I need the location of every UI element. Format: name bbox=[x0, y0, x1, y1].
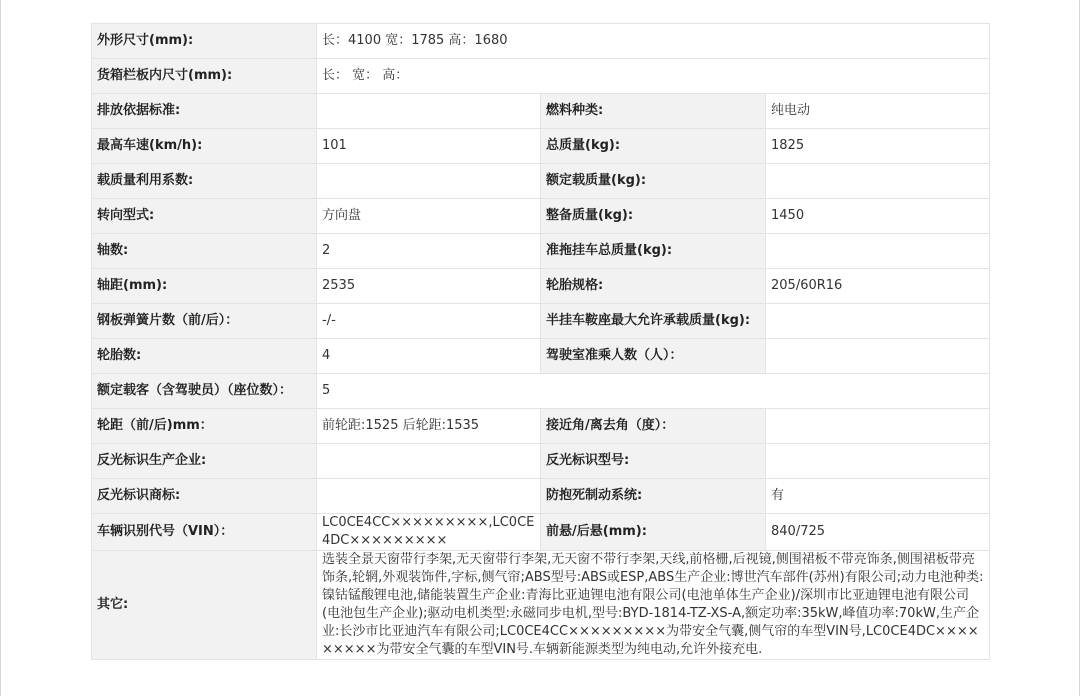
table-row bbox=[92, 514, 990, 551]
table-row bbox=[92, 234, 990, 269]
spec-label: 车辆识别代号（VIN）： bbox=[92, 514, 317, 551]
spec-value bbox=[766, 339, 990, 374]
table-row bbox=[92, 164, 990, 199]
spec-value bbox=[766, 234, 990, 269]
spec-value bbox=[766, 444, 990, 479]
spec-label: 轮胎规格: bbox=[541, 269, 766, 304]
spec-label: 排放依据标准: bbox=[92, 94, 317, 129]
spec-label: 驾驶室准乘人数（人）： bbox=[541, 339, 766, 374]
spec-label: 额定载质量(kg): bbox=[541, 164, 766, 199]
table-row bbox=[92, 304, 990, 339]
spec-value bbox=[766, 304, 990, 339]
spec-value: 长：4100 宽：1785 高：1680 bbox=[317, 24, 990, 59]
table-row bbox=[92, 24, 990, 59]
spec-label: 防抱死制动系统: bbox=[541, 479, 766, 514]
spec-value bbox=[317, 444, 541, 479]
spec-value: 840/725 bbox=[766, 514, 990, 551]
table-row bbox=[92, 94, 990, 129]
spec-value: 1450 bbox=[766, 199, 990, 234]
spec-value bbox=[317, 94, 541, 129]
spec-value bbox=[766, 409, 990, 444]
spec-value bbox=[766, 164, 990, 199]
spec-label: 轴数: bbox=[92, 234, 317, 269]
spec-label: 反光标识型号: bbox=[541, 444, 766, 479]
spec-label: 前悬/后悬(mm): bbox=[541, 514, 766, 551]
spec-label: 总质量(kg): bbox=[541, 129, 766, 164]
table-row bbox=[92, 339, 990, 374]
spec-label: 载质量利用系数: bbox=[92, 164, 317, 199]
spec-value bbox=[317, 479, 541, 514]
spec-label: 接近角/离去角（度）： bbox=[541, 409, 766, 444]
spec-value: 长： 宽： 高： bbox=[317, 59, 990, 94]
spec-value: LC0CE4CC×××××××××,LC0CE4DC××××××××× bbox=[317, 514, 541, 551]
spec-label: 轴距(mm): bbox=[92, 269, 317, 304]
spec-value: 选装全景天窗带行李架,无天窗带行李架,无天窗不带行李架,天线,前格栅,后视镜,侧围裙板不带亮饰条,侧围裙板带亮饰条,轮辋,外观装饰件,字标,侧气帘;ABS型号:ABS或ESP,ABS生产企业:博世汽车部件(苏州)有限公司;动力电池种类:镍钴锰酸锂电池,储能装置生产企业:青海比亚迪锂电池有限公司(电池单体生产企业)/深圳市比亚迪锂电池有限公司(电池包生产企业);驱动电机类型:永磁同步电机,型号:BYD-1814-TZ-XS-A,额定功率:35kW,峰值功率:70kW,生产企业:长沙市比亚迪汽车有限公司;LC0CE4CC×××××××××为带安全气囊,侧气帘的车型VIN号,LC0CE4DC×××××××××为带安全气囊的车型VIN号.车辆新能源类型为纯电动,允许外接充电. bbox=[317, 551, 990, 660]
spec-value: 4 bbox=[317, 339, 541, 374]
table-row bbox=[92, 129, 990, 164]
spec-label: 外形尺寸(mm): bbox=[92, 24, 317, 59]
table-row bbox=[92, 409, 990, 444]
spec-value bbox=[317, 164, 541, 199]
spec-label: 额定载客（含驾驶员）（座位数）： bbox=[92, 374, 317, 409]
spec-label: 反光标识商标: bbox=[92, 479, 317, 514]
spec-label: 燃料种类: bbox=[541, 94, 766, 129]
spec-value: 有 bbox=[766, 479, 990, 514]
table-row bbox=[92, 479, 990, 514]
spec-label: 转向型式: bbox=[92, 199, 317, 234]
table-row bbox=[92, 269, 990, 304]
table-row bbox=[92, 444, 990, 479]
spec-label: 半挂车鞍座最大允许承载质量(kg): bbox=[541, 304, 766, 339]
table-row bbox=[92, 374, 990, 409]
spec-label: 轮距（前/后)mm： bbox=[92, 409, 317, 444]
spec-label: 轮胎数: bbox=[92, 339, 317, 374]
spec-label: 反光标识生产企业: bbox=[92, 444, 317, 479]
spec-value: 2 bbox=[317, 234, 541, 269]
spec-value: 2535 bbox=[317, 269, 541, 304]
spec-label: 货箱栏板内尺寸(mm): bbox=[92, 59, 317, 94]
spec-value: 方向盘 bbox=[317, 199, 541, 234]
table-row bbox=[92, 59, 990, 94]
table-row bbox=[92, 199, 990, 234]
spec-value: 1825 bbox=[766, 129, 990, 164]
spec-label: 整备质量(kg): bbox=[541, 199, 766, 234]
spec-value: 101 bbox=[317, 129, 541, 164]
spec-value: 前轮距:1525 后轮距:1535 bbox=[317, 409, 541, 444]
vehicle-spec-table bbox=[91, 23, 990, 660]
spec-label: 其它: bbox=[92, 551, 317, 660]
spec-value: -/- bbox=[317, 304, 541, 339]
spec-value: 纯电动 bbox=[766, 94, 990, 129]
spec-value: 5 bbox=[317, 374, 990, 409]
spec-label: 钢板弹簧片数（前/后）： bbox=[92, 304, 317, 339]
spec-label: 最高车速(km/h): bbox=[92, 129, 317, 164]
table-row bbox=[92, 551, 990, 660]
spec-label: 准拖挂车总质量(kg): bbox=[541, 234, 766, 269]
spec-value: 205/60R16 bbox=[766, 269, 990, 304]
